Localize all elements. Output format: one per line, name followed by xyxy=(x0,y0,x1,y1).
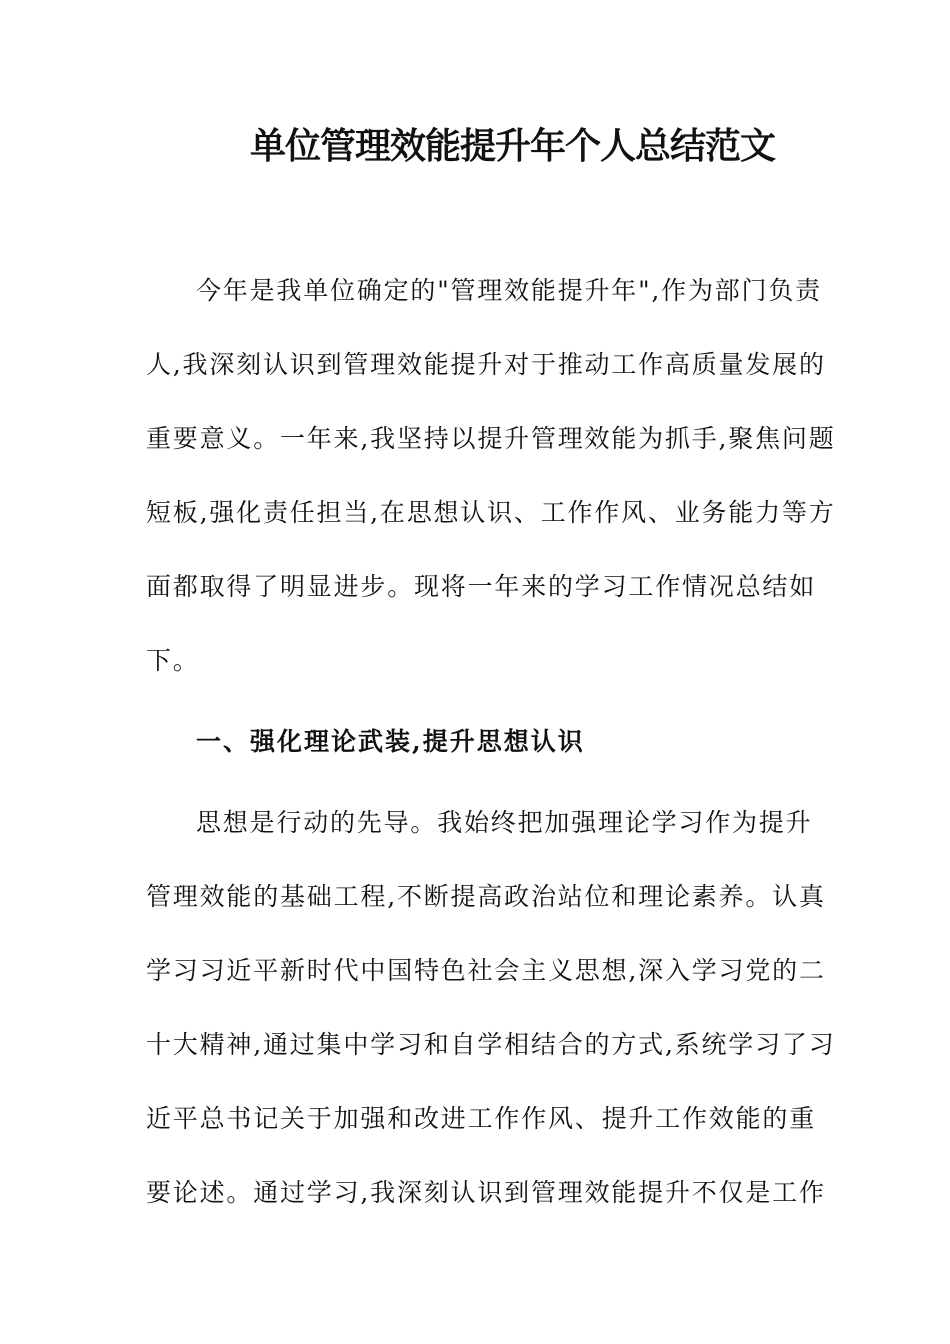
section1-paragraph xyxy=(146,786,836,1230)
paragraph-line: 重要意义。一年来,我坚持以提升管理效能为抓手,聚焦问题 xyxy=(146,424,836,453)
paragraph-line: 管理效能的基础工程,不断提高政治站位和理论素养。认真 xyxy=(146,882,826,911)
paragraph-line: 学习习近平新时代中国特色社会主义思想,深入学习党的二 xyxy=(146,956,826,985)
document-title: 单位管理效能提升年个人总结范文 xyxy=(250,126,776,167)
paragraph-line: 今年是我单位确定的"管理效能提升年",作为部门负责 xyxy=(196,276,822,305)
paragraph-line: 思想是行动的先导。我始终把加强理论学习作为提升 xyxy=(196,808,813,837)
paragraph-line: 人,我深刻认识到管理效能提升对于推动工作高质量发展的 xyxy=(146,350,826,379)
paragraph-line: 十大精神,通过集中学习和自学相结合的方式,系统学习了习 xyxy=(146,1030,836,1059)
paragraph-line: 面都取得了明显进步。现将一年来的学习工作情况总结如 xyxy=(146,572,817,601)
paragraph-line: 短板,强化责任担当,在思想认识、工作作风、业务能力等方 xyxy=(146,498,836,527)
paragraph-line: 下。 xyxy=(146,646,200,675)
paragraph-line: 要论述。通过学习,我深刻认识到管理效能提升不仅是工作 xyxy=(146,1178,826,1207)
paragraph-line: 近平总书记关于加强和改进工作作风、提升工作效能的重 xyxy=(146,1104,817,1133)
section-heading: 一、强化理论武装,提升思想认识 xyxy=(196,727,585,756)
intro-paragraph xyxy=(146,254,836,698)
